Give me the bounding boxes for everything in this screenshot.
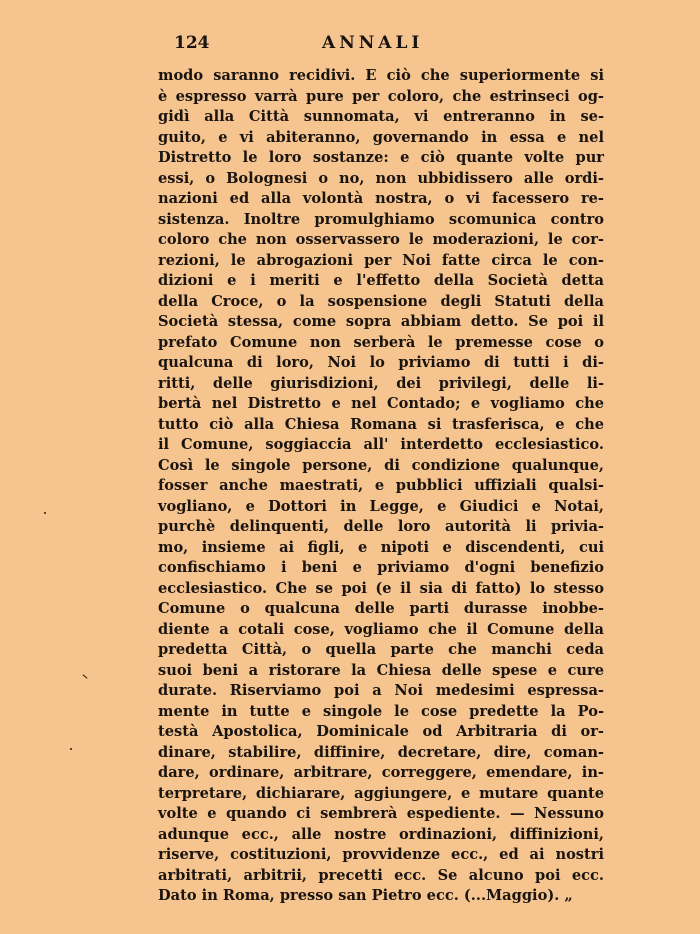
text-line: il Comune, soggiaccia all' interdetto ecclesiastico. [158,436,604,453]
text-line: sistenza. Inoltre promulghiamo scomunica contro [158,210,604,228]
text-line: ritti, delle giurisdizioni, dei privilegi, delle li- [158,374,604,392]
text-line: dizioni e i meriti e l'effetto della Società detta [158,272,604,289]
text-line: confischiamo i beni e priviamo d'ogni benefizio [158,559,604,576]
text-line: durate. Riserviamo poi a Noi medesimi espressa- [158,682,604,699]
text-line: purchè delinquenti, delle loro autorità li privia- [158,518,604,535]
print-speck [70,748,72,750]
page-number: 124 [174,33,210,53]
text-line: riserve, costituzioni, provvidenze ecc., ed ai nostri [158,846,604,863]
text-line: Comune o qualcuna delle parti durasse inobbe- [158,600,604,617]
text-line: coloro che non osservassero le moderazioni, le cor- [158,231,604,248]
text-line: testà Apostolica, Dominicale od Arbitraria di or- [158,723,604,740]
text-line: qualcuna di loro, Noi lo priviamo di tutti i di- [158,354,604,371]
text-line: vogliano, e Dottori in Legge, e Giudici e Notai, [158,497,604,515]
text-line: dinare, stabilire, diffinire, decretare, dire, coman- [158,743,604,761]
running-head: ANNALI [322,33,424,53]
text-line: diente a cotali cose, vogliamo che il Comune della [158,620,604,638]
text-line: nazioni ed alla volontà nostra, o vi facessero re- [158,190,604,207]
text-line: gidì alla Città sunnomata, vi entreranno in se- [158,108,604,125]
text-line: Dato in Roma, presso san Pietro ecc. (...Maggio). „ [158,887,573,904]
print-speck [82,674,87,679]
text-line: adunque ecc., alle nostre ordinazioni, diffinizioni, [158,825,604,843]
text-line: dare, ordinare, arbitrare, correggere, emendare, in- [158,764,604,781]
text-line: tutto ciò alla Chiesa Romana si trasferisca, e che [158,415,604,433]
text-line: mente in tutte e singole le cose predette la Po- [158,702,604,720]
text-line: è espresso varrà pure per coloro, che estrinseci og- [158,87,604,105]
text-line: prefato Comune non serberà le premesse cose o [158,333,604,351]
text-line: mo, insieme ai figli, e nipoti e discendenti, cui [158,538,604,556]
text-line: rezioni, le abrogazioni per Noi fatte circa le con- [158,251,604,269]
text-line: guito, e vi abiteranno, governando in essa e nel [158,128,604,146]
text-line: modo saranno recidivi. E ciò che superiormente si [158,67,604,84]
text-line: essi, o Bolognesi o no, non ubbidissero alle ordi- [158,169,604,187]
page-header [174,33,432,55]
text-line: bertà nel Distretto e nel Contado; e vogliamo che [158,395,604,412]
text-line: della Croce, o la sospensione degli Statuti della [158,292,604,310]
text-line: ecclesiastico. Che se poi (e il sia di fatto) lo stesso [158,579,604,597]
text-line: terpretare, dichiarare, aggiungere, e mutare quante [158,784,604,802]
text-line: Così le singole persone, di condizione qualunque, [158,456,604,474]
text-line: fosser anche maestrati, e pubblici uffiziali qualsi- [158,477,604,494]
text-line: predetta Città, o quella parte che manchi ceda [158,641,604,658]
text-line: volte e quando ci sembrerà espediente. — Nessuno [158,805,604,822]
print-speck [44,512,46,514]
text-line: Distretto le loro sostanze: e ciò quante volte pur [158,149,604,166]
text-line: suoi beni a ristorare la Chiesa delle spese e cure [158,661,604,679]
text-line: Società stessa, come sopra abbiam detto. Se poi il [158,313,604,330]
text-line: arbitrati, arbitrii, precetti ecc. Se alcuno poi ecc. [158,866,604,884]
body-text [158,66,604,907]
